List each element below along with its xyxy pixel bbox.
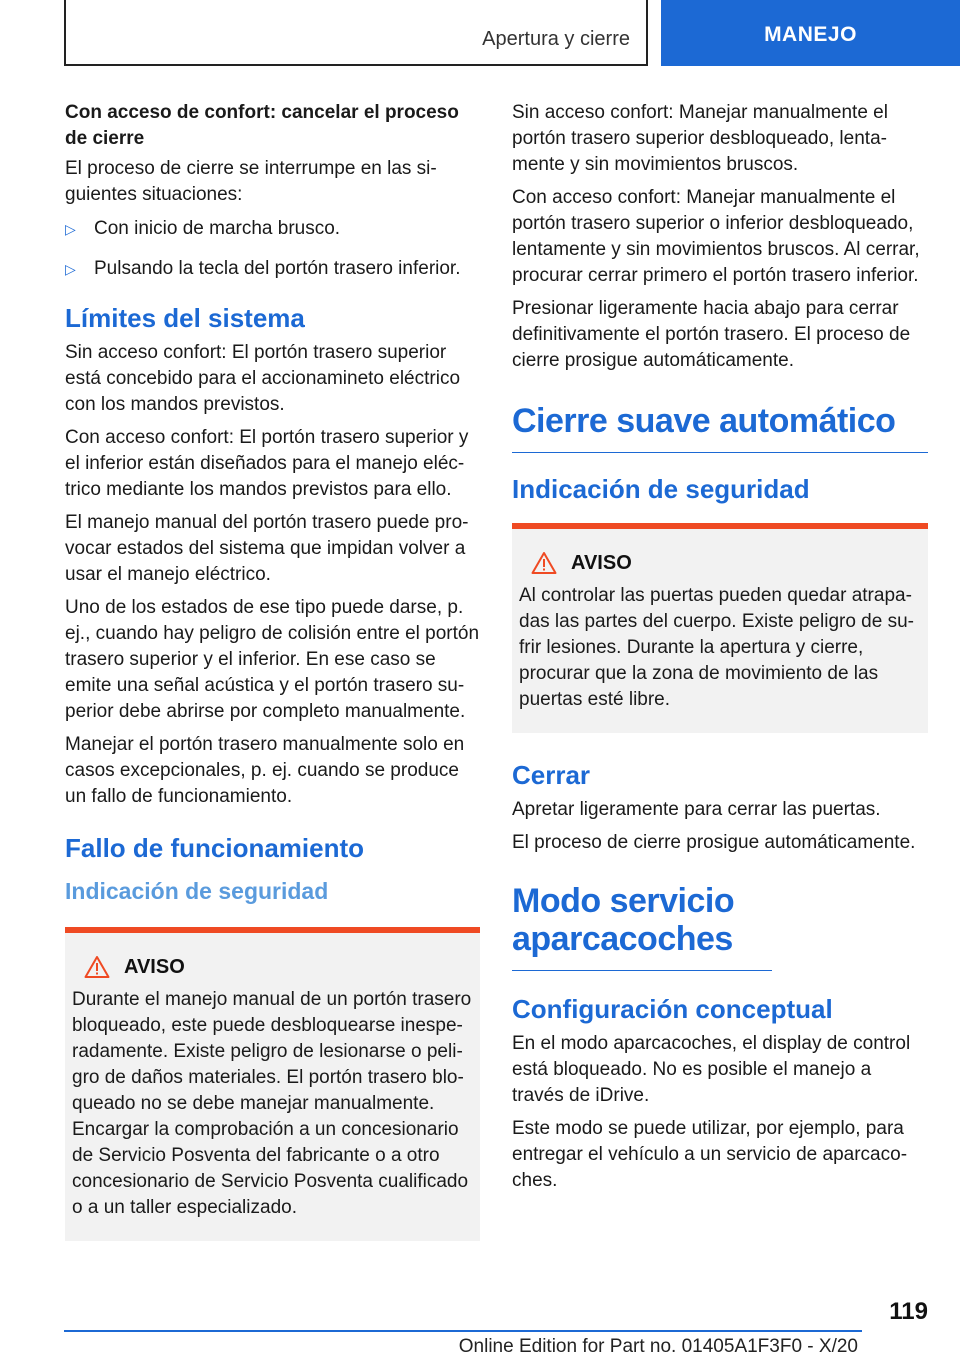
limits-paragraph: Manejar el portón trasero manualmente solo en casos excepcionales, p. ej. cuando se produce un fallo de funcionamiento.	[65, 734, 465, 807]
warning-header	[531, 551, 920, 575]
system-limits-heading: Límites del sistema	[65, 303, 305, 333]
comfort-cancel-text: El proceso de cierre se interrumpe en las siguientes situaciones:	[65, 158, 437, 205]
footer-divider	[64, 1330, 862, 1332]
limits-paragraph: Sin acceso confort: El portón trasero superior está concebido para el accionamineto eléctrico con los mandos previstos.	[65, 342, 461, 415]
triangle-right-icon: ▷	[65, 221, 76, 237]
warning-box	[512, 523, 928, 733]
list-item	[65, 216, 480, 242]
list-item-text: Pulsando la tecla del portón trasero inferior.	[94, 258, 461, 279]
header-frame	[64, 0, 648, 66]
triangle-right-icon: ▷	[65, 261, 76, 277]
warning-label: AVISO	[124, 955, 185, 978]
section-title: Apertura y cierre	[482, 28, 630, 50]
warning-box	[65, 927, 480, 1241]
valet-mode-heading: Modo servicio aparcacoches	[512, 882, 772, 971]
concept-paragraph: En el modo aparcacoches, el display de control está bloqueado. No es posible el manejo a través de iDrive.	[512, 1033, 911, 1106]
intro-paragraph: Con acceso confort: Manejar manualmente el portón trasero superior o inferior desbloqueado, lentamente y sin movimientos bruscos. Al cerrar, procurar cerrar primero el portón trasero inferior.	[512, 187, 920, 286]
close-heading: Cerrar	[512, 760, 591, 790]
warning-label: AVISO	[571, 551, 632, 574]
warning-header	[84, 955, 472, 979]
concept-paragraph: Este modo se puede utilizar, por ejemplo, para entregar el vehículo a un servicio de aparcacoches.	[512, 1118, 908, 1191]
warning-text: Durante el manejo manual de un portón trasero bloqueado, este puede desbloquearse inesperadamente. Existe peligro de lesionarse o peligro de daños materiales. El portón trasero bloqueado no se debe manejar manualmente. Encargar la comprobación a un concesionario de Servicio Posventa del fabricante o a otro concesionario de Servicio Posventa cualificado o a un taller especializado.	[72, 989, 472, 1218]
list-item	[65, 256, 480, 282]
chapter-tab[interactable]: MANEJO	[661, 0, 960, 66]
close-paragraph: El proceso de cierre prosigue automáticamente.	[512, 832, 916, 853]
edition-footer: Online Edition for Part no. 01405A1F3F0 - X/20	[458, 1336, 858, 1357]
close-paragraph: Apretar ligeramente para cerrar las puertas.	[512, 799, 881, 820]
intro-paragraph: Presionar ligeramente hacia abajo para cerrar definitivamente el portón trasero. El proceso de cierre prosigue automáticamente.	[512, 298, 911, 371]
limits-paragraph: El manejo manual del portón trasero puede provocar estados del sistema que impidan volver a usar el manejo eléctrico.	[65, 512, 469, 585]
malfunction-heading: Fallo de funcionamiento	[65, 833, 365, 863]
warning-triangle-icon	[531, 551, 557, 575]
intro-paragraph: Sin acceso confort: Manejar manualmente el portón trasero superior desbloqueado, lentamente y sin movimientos bruscos.	[512, 102, 888, 175]
limits-paragraph: Uno de los estados de ese tipo puede darse, p. ej., cuando hay peligro de colisión entre el portón trasero superior y el inferior. En ese caso se emite una señal acústica y el portón trasero superior debe abrirse por completo manualmente.	[65, 597, 480, 722]
soft-close-heading: Cierre suave automático	[512, 402, 928, 453]
cancel-conditions-list	[65, 216, 480, 282]
page-number: 119	[889, 1298, 928, 1325]
concept-heading: Configuración conceptual	[512, 994, 833, 1024]
left-column	[65, 100, 480, 1261]
safety-note-heading: Indicación de seguridad	[65, 878, 329, 904]
comfort-cancel-title: Con acceso de confort: cancelar el proceso de cierre	[65, 102, 459, 149]
safety-note-heading-right: Indicación de seguridad	[512, 474, 810, 504]
limits-paragraph: Con acceso confort: El portón trasero superior y el inferior están diseñados para el manejo eléctrico mediante los mandos previstos para ello.	[65, 427, 469, 500]
list-item-text: Con inicio de marcha brusco.	[94, 218, 341, 239]
warning-triangle-icon	[84, 955, 110, 979]
right-column	[512, 100, 928, 1201]
warning-text: Al controlar las puertas pueden quedar atrapadas las partes del cuerpo. Existe peligro de sufrir lesiones. Durante la apertura y cierre, procurar que la zona de movimiento de las puertas esté libre.	[519, 585, 914, 710]
